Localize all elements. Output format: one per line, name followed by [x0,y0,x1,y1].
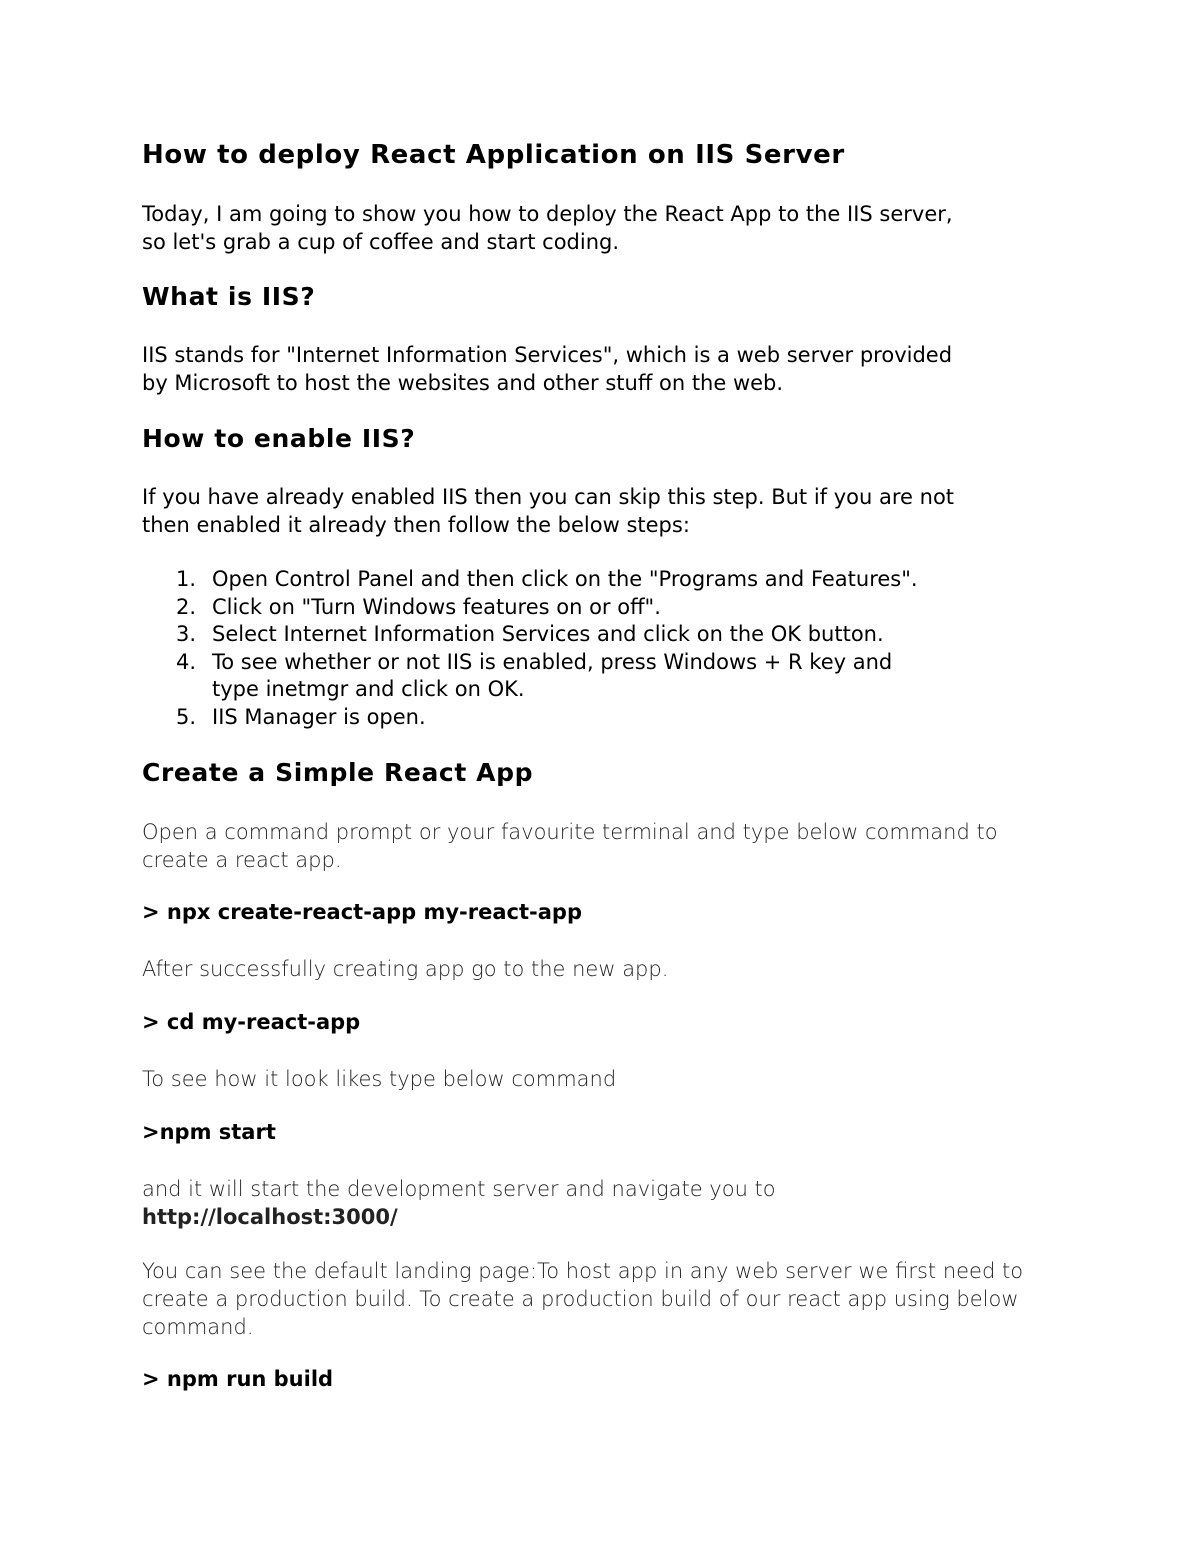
paragraph-line: You can see the default landing page:To host app in any web server we first need to [142,1259,1024,1283]
document-title: How to deploy React Application on IIS Server [142,140,845,170]
list-item-text: Click on "Turn Windows features on or off". [212,594,661,619]
intro-paragraph [142,200,953,256]
paragraph-line: command. [142,1315,254,1339]
list-item-number: 5. [176,704,197,729]
paragraph-line: create a react app. [142,848,342,872]
paragraph-line: IIS stands for "Internet Information Services", which is a web server provided [142,343,953,367]
paragraph-line: and it will start the development server and navigate you to [142,1177,776,1201]
production-build-paragraph [142,1257,1023,1341]
heading-what-is-iis: What is IIS? [142,282,316,311]
list-item-number: 3. [176,622,197,646]
heading-create-react-app: Create a Simple React App [142,758,534,787]
list-item-number: 4. [176,649,197,674]
command-create-react-app: > npx create-react-app my-react-app [142,900,582,924]
list-item-number: 2. [176,594,197,619]
paragraph-line: by Microsoft to host the websites and other stuff on the web. [142,371,784,395]
enable-iis-steps-list [142,566,918,731]
list-item [142,621,918,649]
list-item-text: Select Internet Information Services and click on the OK button. [212,622,884,646]
list-item [142,704,918,732]
list-item [142,566,918,594]
heading-how-to-enable-iis: How to enable IIS? [142,424,416,453]
list-item-text: IIS Manager is open. [212,704,426,729]
dev-server-paragraph [142,1175,776,1231]
list-item [142,649,918,704]
create-app-paragraph [142,818,998,874]
paragraph-line: then enabled it already then follow the below steps: [142,513,690,537]
go-to-app-paragraph: After successfully creating app go to the new app. [142,957,669,981]
localhost-url: http://localhost:3000/ [142,1205,398,1229]
paragraph-line: If you have already enabled IIS then you can skip this step. But if you are not [142,485,955,509]
paragraph-line: create a production build. To create a production build of our react app using below [142,1287,1019,1311]
intro-line: so let's grab a cup of coffee and start coding. [142,230,620,254]
paragraph-line: Open a command prompt or your favourite terminal and type below command to [142,820,998,844]
list-item-text: To see whether or not IIS is enabled, press Windows + R key and [212,649,893,674]
look-like-paragraph: To see how it look likes type below command [142,1067,617,1091]
command-npm-start: >npm start [142,1120,276,1144]
list-item-text: type inetmgr and click on OK. [212,677,525,701]
intro-line: Today, I am going to show you how to deploy the React App to the IIS server, [142,202,953,226]
what-is-iis-paragraph [142,341,952,397]
list-item-text: Open Control Panel and then click on the "Programs and Features". [212,567,918,591]
list-item [142,594,918,622]
enable-iis-paragraph [142,483,954,539]
command-cd: > cd my-react-app [142,1010,361,1034]
command-npm-run-build: > npm run build [142,1367,334,1391]
list-item-number: 1. [176,567,197,591]
